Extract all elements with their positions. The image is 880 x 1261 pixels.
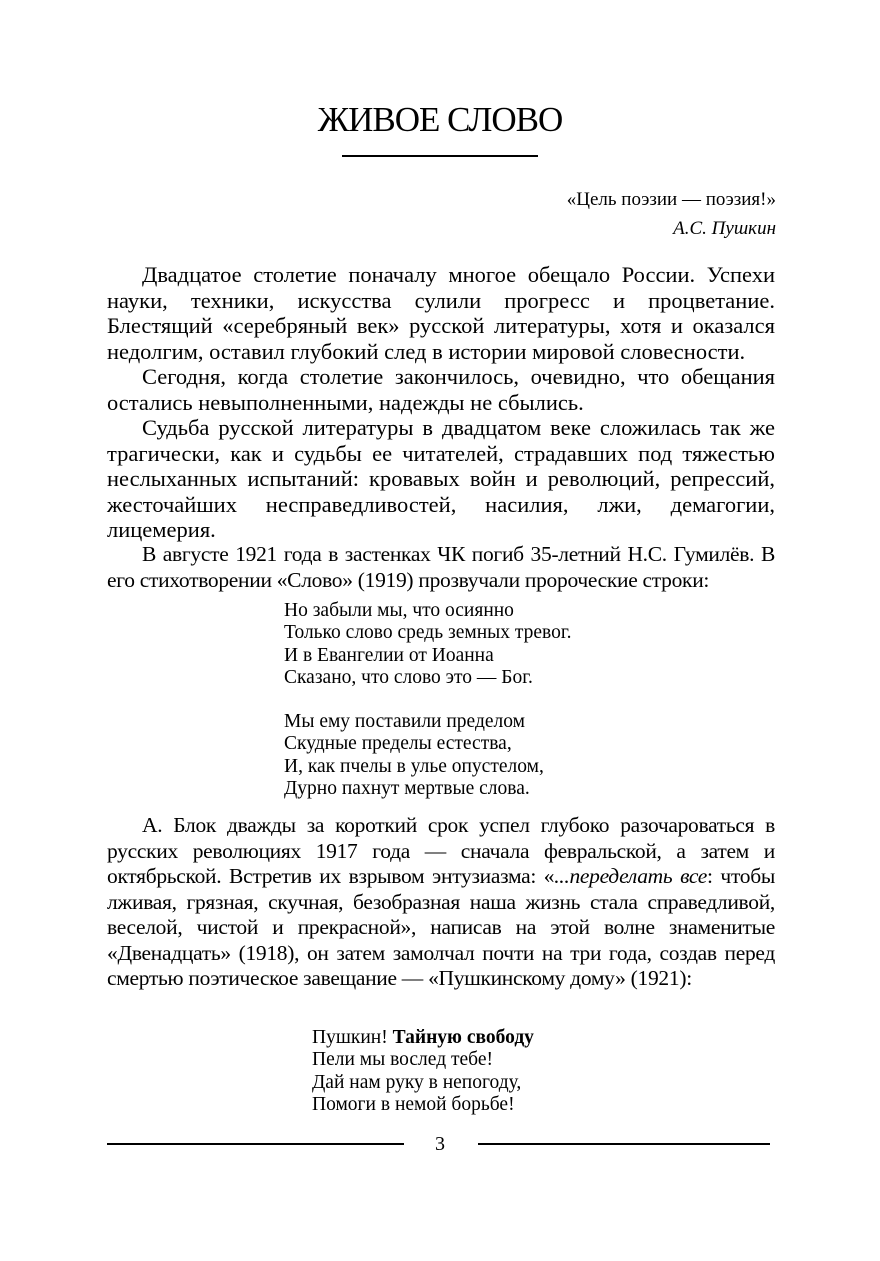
poem-line: Пели мы вослед тебе! [312,1049,493,1071]
paragraph-5-text: А. Блок дважды за короткий срок успел глубоко разочароваться в русских революциях 1917 года — сначала февральской, а затем и октябрьской. Встретив их взрывом энтузиазма: « [107,813,775,888]
poem-line-start: Пушкин! [312,1027,393,1048]
footer-rule-left [107,1143,404,1145]
paragraph-5-text-end: : чтобы лживая, грязная, скучная, безобразная наша жизнь стала справедливой, веселой, чистой и прекрасной», написав на этой волне знаменитые «Двенадцать» (1918), он затем замолчал почти на три года, создав перед смертью поэтическое завещание — «Пушкинскому дому» (1921): [107,864,775,990]
epigraph-author: А.С. Пушкин [673,218,776,239]
paragraph-2: Сегодня, когда столетие закончилось, очевидно, что обещания остались невыполненными, надежды не сбылись. [107,364,775,415]
paragraph-5-italic: ...переделать все [554,864,708,888]
poem-line: Дай нам руку в непогоду, [312,1071,522,1093]
footer-rule-right [478,1143,770,1145]
paragraph-1: Двадцатое столетие поначалу многое обещало России. Успехи науки, техники, искусства сулили прогресс и процветание. Блестящий «серебряный век» русской литературы, хотя и оказался недолгим, оставил глубокий след в истории мировой словесности. [107,262,775,364]
epigraph [567,185,776,243]
epigraph-quote: «Цель поэзии — поэзия!» [566,189,776,210]
paragraph-5 [107,813,775,992]
page-number: 3 [435,1133,445,1155]
poem-line: Но забыли мы, что осиянно [284,600,514,621]
poem-line: И, как пчелы в улье опустелом, [284,755,544,777]
paragraph-4: В августе 1921 года в застенках ЧК погиб 35-летний Н.С. Гумилёв. В его стихотворении «Слово» (1919) прозвучали пророческие строки: [107,542,775,592]
paragraph-3: Судьба русской литературы в двадцатом веке сложилась так же трагически, как и судьбы ее читателей, страдавших под тяжестью неслыханных испытаний: кровавых войн и революций, репрессий, жесточайших несправедливостей, насилия, лжи, демагогии, лицемерия. [107,415,775,542]
poem-gumilev [284,600,572,800]
title-underline [342,155,538,157]
poem-line: Скудные пределы естества, [284,733,512,755]
page-title: ЖИВОЕ СЛОВО [317,100,563,139]
poem-line: Только слово средь земных тревог. [284,622,572,644]
poem-line: Помоги в немой борьбе! [312,1093,515,1115]
poem-line-bold: Тайную свободу [392,1027,534,1048]
stanza-gap [284,689,572,711]
poem-line [312,1027,534,1049]
poem-line: Сказано, что слово это — Бог. [284,666,533,688]
poem-line: И в Евангелии от Иоанна [284,644,494,666]
poem-line: Дурно пахнут мертвые слова. [284,778,530,800]
poem-line: Мы ему поставили пределом [284,711,525,733]
poem-blok [312,1027,534,1116]
